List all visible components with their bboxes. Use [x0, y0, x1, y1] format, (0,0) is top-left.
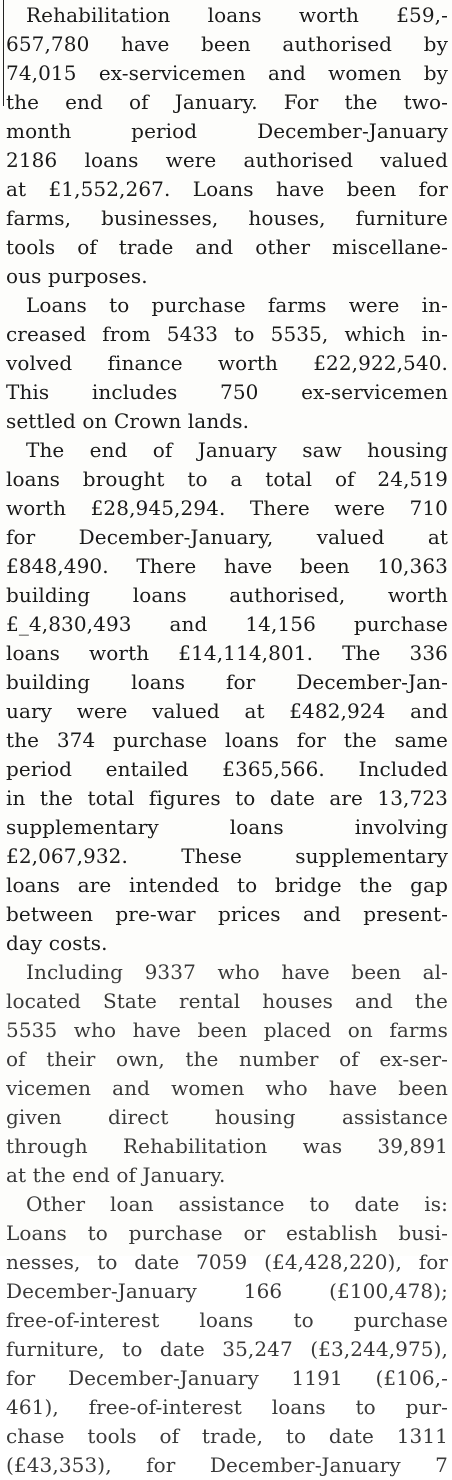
text-line: vicemen and women who have been — [6, 1076, 448, 1100]
text-line: furniture, to date 35,247 (£3,244,975), — [6, 1337, 448, 1361]
text-line: nesses, to date 7059 (£4,428,220), for — [6, 1250, 448, 1274]
text-line: (£43,353), for December-January 7 — [6, 1453, 448, 1477]
text-line: given direct housing assistance — [6, 1105, 448, 1129]
paragraph-other-loan-assistance — [6, 1190, 448, 1480]
text-line: building loans authorised, worth — [6, 583, 448, 607]
text-line: the end of January. For the two- — [6, 90, 448, 114]
text-line: Loans to purchase farms were in- — [26, 293, 448, 317]
text-line: between pre-war prices and present- — [6, 902, 448, 926]
text-line: located State rental houses and the — [6, 989, 448, 1013]
text-line: in the total figures to date are 13,723 — [6, 786, 448, 810]
paragraph-housing-assistance — [6, 958, 448, 1190]
text-line: volved finance worth £22,922,540. — [6, 351, 448, 375]
paragraph-rehabilitation-loans — [6, 1, 448, 291]
text-line: settled on Crown lands. — [6, 409, 250, 433]
text-line: 74,015 ex-servicemen and women by — [6, 61, 448, 85]
text-line: through Rehabilitation was 39,891 — [6, 1134, 448, 1158]
text-line: 5535 who have been placed on farms — [6, 1018, 448, 1042]
text-line: Including 9337 who have been al- — [26, 960, 448, 984]
text-line: free-of-interest loans to purchase — [6, 1308, 448, 1332]
text-line: 657,780 have been authorised by — [6, 32, 448, 56]
text-line: loans worth £14,114,801. The 336 — [6, 641, 448, 665]
text-line: December-January 166 (£100,478); — [6, 1279, 448, 1303]
text-line: month period December-January — [6, 119, 448, 143]
text-line: loans are intended to bridge the gap — [6, 873, 448, 897]
paragraph-housing-loans — [6, 436, 448, 958]
text-line: creased from 5433 to 5535, which in- — [6, 322, 448, 346]
text-line: at £1,552,267. Loans have been for — [6, 177, 448, 201]
text-line: day costs. — [6, 931, 108, 955]
text-line: worth £28,945,294. There were 710 — [6, 496, 448, 520]
text-line: Loans to purchase or establish busi- — [6, 1221, 448, 1245]
text-line: tools of trade and other miscellane- — [6, 235, 448, 259]
column-rule — [3, 0, 4, 106]
text-line: of their own, the number of ex-ser- — [6, 1047, 448, 1071]
text-line: uary were valued at £482,924 and — [6, 699, 448, 723]
text-line: farms, businesses, houses, furniture — [6, 206, 448, 230]
text-line: chase tools of trade, to date 1311 — [6, 1424, 448, 1448]
text-line: building loans for December-Jan- — [6, 670, 448, 694]
text-line: for December-January, valued at — [6, 525, 448, 549]
text-line: £2,067,932. These supplementary — [6, 844, 448, 868]
text-line: £_4,830,493 and 14,156 purchase — [6, 612, 448, 636]
text-line: Other loan assistance to date is: — [26, 1192, 448, 1216]
text-line: The end of January saw housing — [26, 438, 448, 462]
text-line: 461), free-of-interest loans to pur- — [6, 1395, 448, 1419]
text-line: the 374 purchase loans for the same — [6, 728, 448, 752]
text-line: loans brought to a total of 24,519 — [6, 467, 448, 491]
text-line: supplementary loans involving — [6, 815, 448, 839]
text-line: This includes 750 ex-servicemen — [6, 380, 448, 404]
text-line: for December-January 1191 (£106,- — [6, 1366, 448, 1390]
text-line: 2186 loans were authorised valued — [6, 148, 448, 172]
text-line: period entailed £365,566. Included — [6, 757, 448, 781]
paragraph-farm-loans — [6, 291, 448, 436]
text-line: Rehabilitation loans worth £59,- — [26, 3, 448, 27]
text-line: ous purposes. — [6, 264, 148, 288]
article-column — [6, 1, 448, 1480]
text-line: £848,490. There have been 10,363 — [6, 554, 448, 578]
text-line: at the end of January. — [6, 1163, 226, 1187]
